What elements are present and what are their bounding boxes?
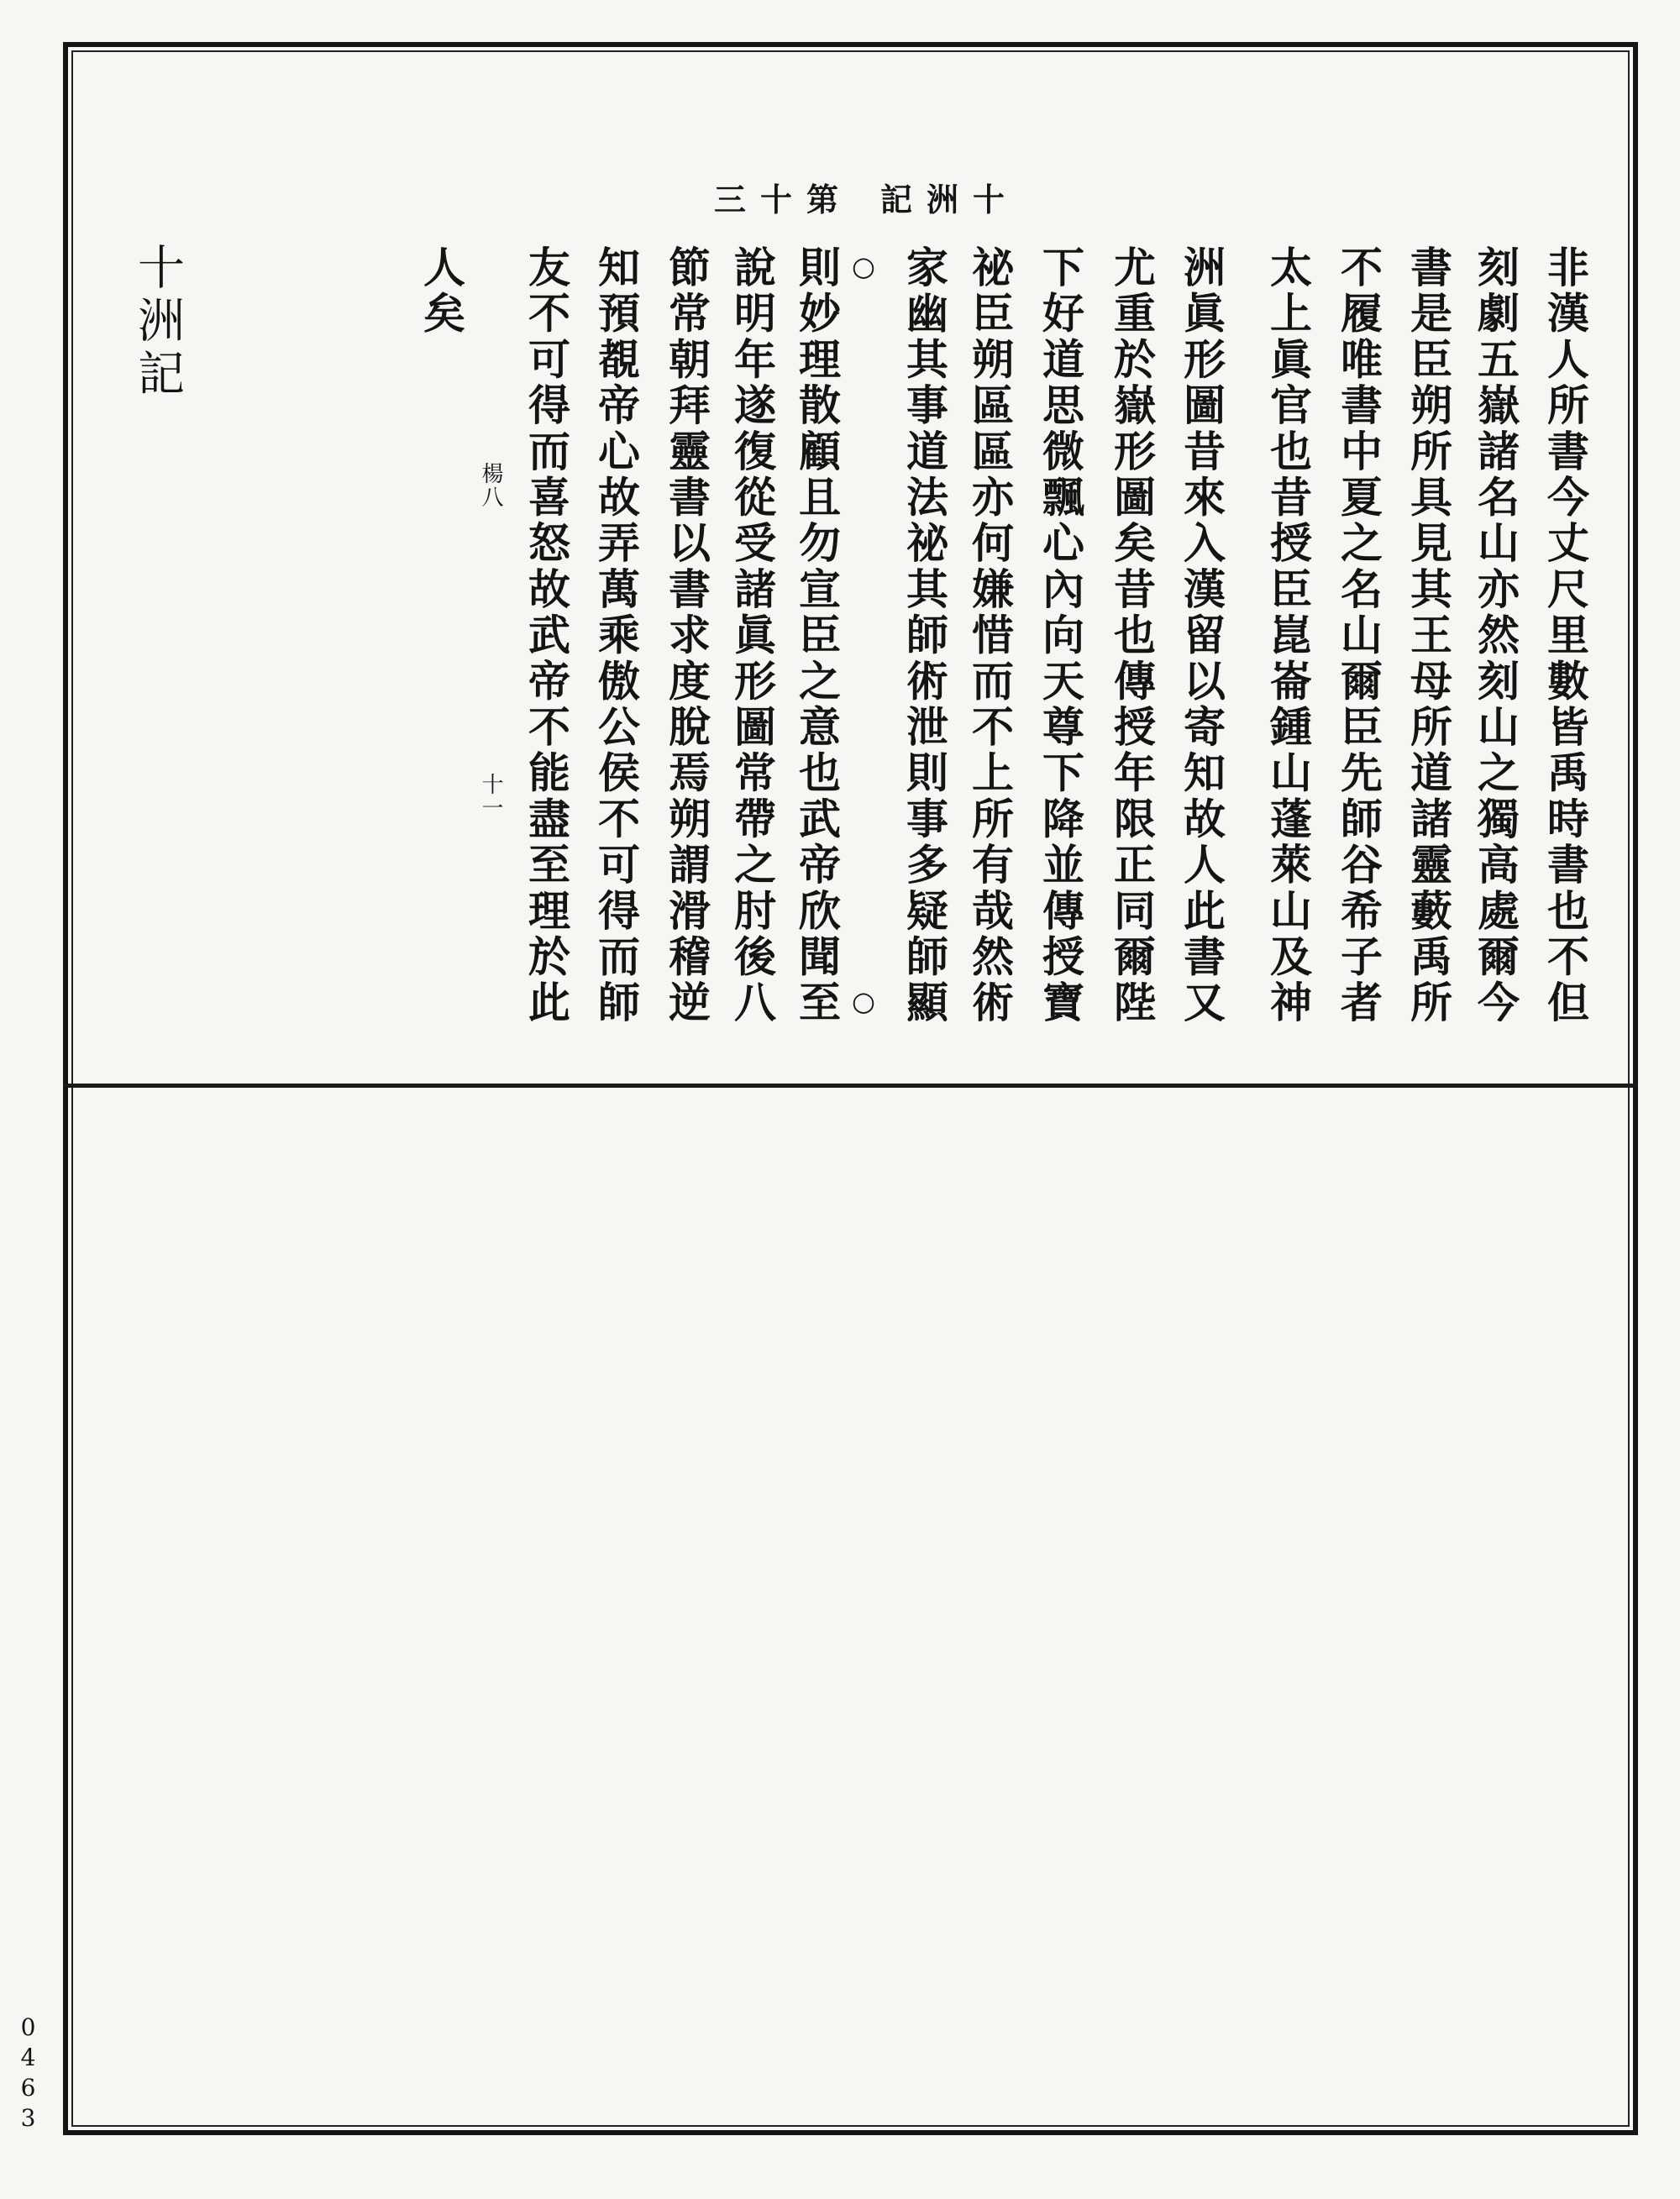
text-column-7: 尤重於嶽形圖矣昔也傳授年限正同爾陛 (1107, 245, 1157, 1026)
text-column-16: 人矣 (417, 245, 466, 338)
text-column-2: 刻劇五嶽諸名山亦然刻山之獨高處爾今 (1471, 245, 1520, 1026)
text-column-3: 書是臣朔所具見其王母所道諸靈藪禹所 (1404, 245, 1453, 1026)
case-mark-annotation: 楊八 (478, 462, 503, 509)
text-column-8: 下好道思微飄心內向天尊下降並傳授寶 (1036, 245, 1085, 1026)
text-column-14: 知預覩帝心故弄萬乘傲公侯不可得而師 (591, 245, 641, 1026)
text-column-4: 不履唯書中夏之名山爾臣先師谷希子者 (1334, 245, 1383, 1026)
text-column-15: 友不可得而喜怒故武帝不能盡至理於此 (522, 245, 571, 1026)
half-page-divider (63, 1084, 1638, 1088)
page-number: 0463 (14, 2013, 42, 2134)
header-chapter: 第十三 (714, 181, 853, 218)
text-column-9: 祕臣朔區區亦何嫌惜而不上所有哉然術 (965, 245, 1015, 1026)
leaf-number-annotation: 十一 (478, 773, 503, 820)
text-column-10: 家幽其事道法祕其師術泄則事多疑師顯 (900, 245, 949, 1026)
text-column-12: 說明年遂復從受諸眞形圖常帶之肘後八 (727, 245, 777, 1026)
header-book-title: 十洲記 (880, 181, 1020, 218)
text-column-11: 則妙理散顧且勿宣臣之意也武帝欣聞至 (792, 245, 842, 1026)
text-column-13: 節常朝拜靈書以書求度脫焉朔謂滑稽逆 (662, 245, 711, 1026)
text-column-6: 洲眞形圖昔來入漢留以寄知故人此書又 (1177, 245, 1226, 1026)
section-circle-mark-top: ○ (852, 250, 875, 282)
page-frame (63, 42, 1638, 2135)
page-frame-inner-line (71, 50, 1630, 2127)
text-column-1: 非漢人所書今丈尺里數皆禹時書也不但 (1541, 245, 1590, 1026)
text-column-5: 太上眞官也昔授臣崑崙鍾山蓬萊山及神 (1263, 245, 1313, 1026)
side-book-title: 十洲記 (130, 243, 185, 401)
section-circle-mark-bottom: ○ (852, 985, 875, 1017)
